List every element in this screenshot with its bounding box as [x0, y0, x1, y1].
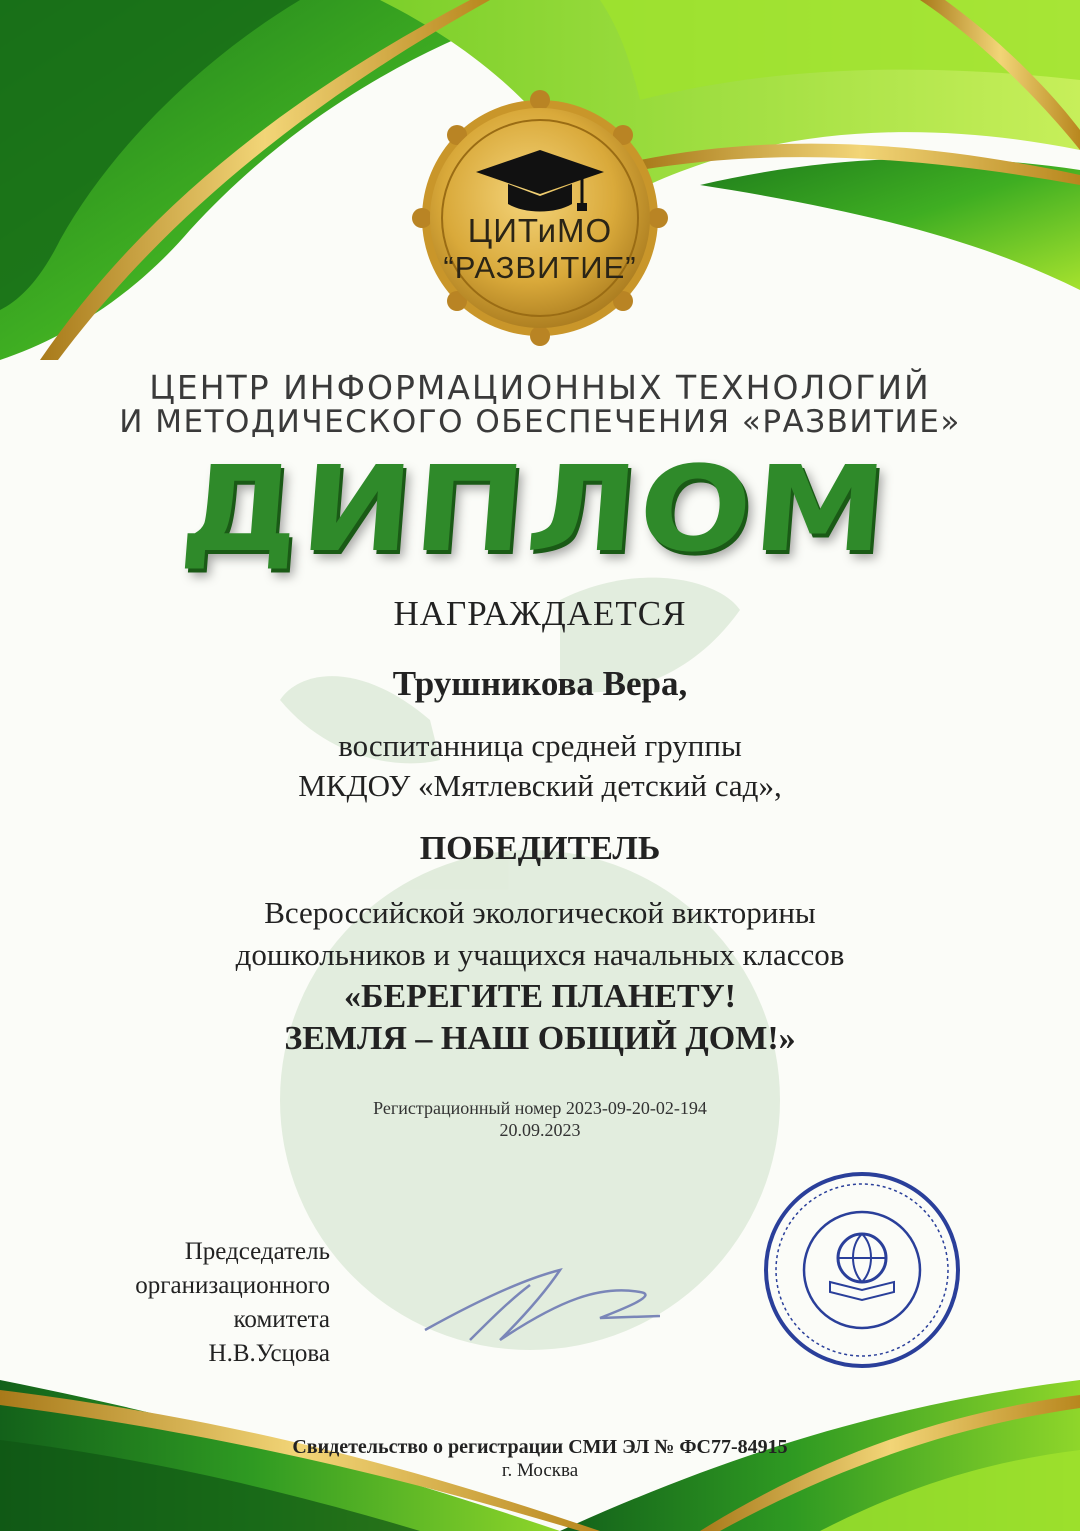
signatory-title-2: организационного: [135, 1272, 330, 1299]
recipient-role-line-2: МКДОУ «Мятлевский детский сад»,: [298, 768, 782, 803]
contest-title-line-2: ЗЕМЛЯ – НАШ ОБЩИЙ ДОМ!»: [284, 1020, 796, 1057]
city: г. Москва: [501, 1460, 579, 1481]
seal-line-2: “РАЗВИТИЕ”: [443, 250, 637, 285]
signatory-title-1: Председатель: [184, 1238, 330, 1265]
award-line: НАГРАЖДАЕТСЯ: [393, 594, 687, 633]
organization-name-line-1: ЦЕНТР ИНФОРМАЦИОННЫХ ТЕХНОЛОГИЙ: [149, 368, 931, 407]
contest-line-2: дошкольников и учащихся начальных классов: [235, 937, 845, 972]
seal-line-1: ЦИТиМО: [467, 212, 613, 249]
media-certificate: Свидетельство о регистрации СМИ ЭЛ № ФС77-84915: [292, 1436, 788, 1458]
diploma-title: ДИПЛОМ: [176, 440, 893, 578]
signatory-block: [60, 1235, 330, 1371]
contest-title-line-1: «БЕРЕГИТЕ ПЛАНЕТУ!: [344, 978, 736, 1015]
registration-number: Регистрационный номер 2023-09-20-02-194: [373, 1098, 707, 1118]
registration-date: 20.09.2023: [499, 1120, 581, 1140]
contest-line-1: Всероссийской экологической викторины: [264, 895, 816, 930]
signatory-name: Н.В.Усцова: [208, 1340, 330, 1367]
recipient-name: Трушникова Вера,: [392, 664, 688, 703]
official-stamp: [766, 1174, 958, 1366]
result-title: ПОБЕДИТЕЛЬ: [419, 830, 661, 867]
signatory-title-3: комитета: [233, 1306, 330, 1333]
organization-name-line-2: И МЕТОДИЧЕСКОГО ОБЕСПЕЧЕНИЯ «РАЗВИТИЕ»: [119, 404, 961, 440]
recipient-role-line-1: воспитанница средней группы: [338, 728, 742, 763]
